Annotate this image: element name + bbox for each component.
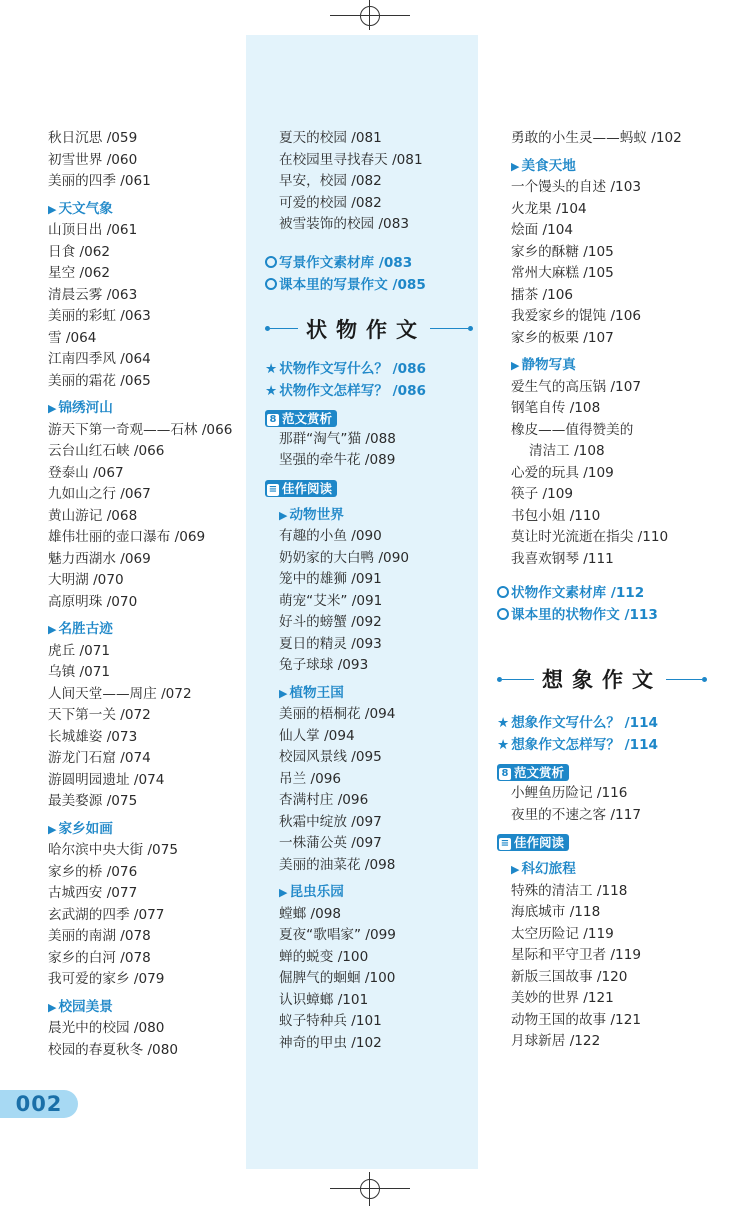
badge-label: 佳作阅读 bbox=[514, 835, 565, 850]
category-badge-row bbox=[497, 826, 727, 853]
section-title bbox=[265, 314, 480, 344]
toc-entry[interactable]: 古城西安 /077 bbox=[48, 885, 138, 901]
toc-entry[interactable]: 倔脾气的蛔蛔 /100 bbox=[279, 970, 396, 986]
toc-entry[interactable]: 家乡的白河 /078 bbox=[48, 949, 151, 966]
toc-entry[interactable]: 大明湖 /070 bbox=[48, 572, 124, 588]
toc-entry[interactable]: 有趣的小鱼 /090 bbox=[279, 528, 382, 544]
category-badge-row bbox=[265, 472, 480, 499]
subsection-label: 静物写真 bbox=[521, 357, 576, 373]
toc-entry[interactable]: 蚁子特种兵 /101 bbox=[279, 1013, 382, 1029]
toc-entry[interactable]: 美丽的梧桐花 /094 bbox=[279, 706, 396, 722]
toc-entry[interactable]: 太空历险记 /119 bbox=[511, 925, 614, 942]
category-badge bbox=[497, 834, 569, 851]
toc-entry[interactable]: 游龙门石窟 /074 bbox=[48, 750, 151, 766]
toc-entry[interactable]: 书包小姐 /110 bbox=[511, 507, 601, 524]
toc-entry[interactable]: 山顶日出 /061 bbox=[48, 222, 138, 238]
toc-entry[interactable]: 哈尔滨中央大街 /075 bbox=[48, 842, 179, 858]
toc-entry[interactable]: 好斗的螃蟹 /092 bbox=[279, 614, 382, 630]
toc-entry[interactable]: 玄武湖的四季 /077 bbox=[48, 906, 165, 923]
toc-entry[interactable]: 我可爱的家乡 /079 bbox=[48, 971, 165, 987]
toc-entry[interactable]: 月球新居 /122 bbox=[511, 1033, 601, 1049]
toc-entry[interactable]: 家乡的酥糖 /105 bbox=[511, 243, 614, 260]
star-icon: ★ bbox=[265, 382, 278, 399]
triangle-icon: ▶ bbox=[48, 202, 57, 216]
feature-entry-label: 状物作文怎样写？ /086 bbox=[279, 382, 427, 399]
toc-entry[interactable]: 九如山之行 /067 bbox=[48, 486, 151, 502]
toc-entry[interactable]: 日食 /062 bbox=[48, 243, 111, 260]
toc-entry[interactable]: 筷子 /109 bbox=[511, 486, 574, 502]
toc-feature-entry[interactable] bbox=[265, 252, 480, 274]
section-title bbox=[497, 664, 727, 694]
toc-entry[interactable]: 清洁工 /108 bbox=[529, 443, 605, 459]
badge-label: 范文赏析 bbox=[282, 410, 333, 426]
toc-entry[interactable]: 晨光中的校园 /080 bbox=[48, 1020, 165, 1036]
feature-entry-label: 写景作文素材库 /083 bbox=[279, 254, 413, 271]
toc-entry[interactable]: 游圆明园遗址 /074 bbox=[48, 771, 165, 788]
title-dot-right bbox=[468, 326, 473, 331]
toc-entry[interactable]: 夏夜“歌唱家” /099 bbox=[279, 927, 396, 943]
toc-feature-entry[interactable] bbox=[497, 604, 727, 626]
toc-entry[interactable]: 海底城市 /118 bbox=[511, 904, 601, 920]
toc-entry[interactable]: 一个馒头的自述 /103 bbox=[511, 179, 642, 195]
toc-entry[interactable]: 钢笔自传 /108 bbox=[511, 400, 601, 416]
triangle-icon: ▶ bbox=[279, 886, 288, 899]
toc-feature-entry[interactable] bbox=[497, 734, 727, 756]
subsection-label: 昆虫乐园 bbox=[289, 884, 344, 900]
toc-entry[interactable]: 一株蒲公英 /097 bbox=[279, 835, 382, 851]
toc-entry[interactable]: 仙人掌 /094 bbox=[279, 727, 355, 744]
subsection-label: 动物世界 bbox=[289, 506, 344, 523]
toc-entry[interactable]: 雪 /064 bbox=[48, 329, 97, 346]
subsection-heading bbox=[497, 859, 727, 881]
category-badge-row bbox=[265, 402, 480, 429]
toc-entry[interactable]: 校园的春夏秋冬 /080 bbox=[48, 1041, 179, 1058]
toc-entry[interactable]: 爱生气的高压锅 /107 bbox=[511, 378, 642, 395]
toc-entry[interactable]: 早安，校园 /082 bbox=[279, 173, 382, 189]
toc-feature-entry[interactable] bbox=[265, 358, 480, 380]
toc-column-right bbox=[497, 128, 727, 1053]
subsection-label: 锦绣河山 bbox=[58, 400, 113, 416]
toc-entry[interactable]: 螳螂 /098 bbox=[279, 905, 342, 922]
toc-entry[interactable]: 天下第一关 /072 bbox=[48, 707, 151, 723]
toc-entry[interactable]: 可爱的校园 /082 bbox=[279, 194, 382, 211]
toc-entry[interactable]: 橡皮——值得赞美的 bbox=[511, 421, 634, 438]
toc-entry[interactable]: 萌宠“艾米” /091 bbox=[279, 592, 383, 609]
toc-feature-entry[interactable] bbox=[265, 380, 480, 402]
toc-entry[interactable]: 星际和平守卫者 /119 bbox=[511, 947, 642, 963]
top-registration-mark bbox=[330, 0, 410, 30]
circle-icon bbox=[265, 278, 277, 290]
subsection-heading bbox=[48, 819, 243, 841]
toc-entry[interactable]: 高原明珠 /070 bbox=[48, 593, 138, 610]
toc-entry[interactable]: 星空 /062 bbox=[48, 265, 111, 281]
circle-icon bbox=[497, 608, 509, 620]
subsection-heading bbox=[48, 619, 243, 641]
toc-entry[interactable]: 美丽的四季 /061 bbox=[48, 173, 151, 189]
triangle-icon: ▶ bbox=[48, 623, 57, 636]
toc-entry[interactable]: 美妙的世界 /121 bbox=[511, 990, 614, 1006]
title-rule-right bbox=[666, 679, 702, 680]
toc-entry[interactable]: 夜里的不速之客 /117 bbox=[511, 806, 642, 823]
toc-entry[interactable]: 秋霜中绽放 /097 bbox=[279, 813, 382, 830]
toc-column-middle bbox=[265, 128, 480, 1054]
toc-entry[interactable]: 秋日沉思 /059 bbox=[48, 130, 138, 146]
triangle-icon: ▶ bbox=[48, 1000, 57, 1014]
toc-entry[interactable]: 小鲤鱼历险记 /116 bbox=[511, 785, 628, 801]
toc-entry[interactable]: 美丽的油菜花 /098 bbox=[279, 856, 396, 873]
toc-entry[interactable]: 游天下第一奇观——石林 /066 bbox=[48, 421, 233, 438]
toc-entry[interactable]: 认识蟑螂 /101 bbox=[279, 991, 369, 1008]
toc-entry[interactable]: 最美婺源 /075 bbox=[48, 793, 138, 809]
circle-icon bbox=[265, 256, 277, 268]
toc-entry[interactable]: 烩面 /104 bbox=[511, 222, 574, 238]
toc-entry[interactable]: 美丽的南湖 /078 bbox=[48, 928, 151, 944]
toc-entry[interactable]: 夏日的精灵 /093 bbox=[279, 635, 382, 652]
circle-icon bbox=[497, 586, 509, 598]
triangle-icon: ▶ bbox=[511, 863, 520, 876]
triangle-icon: ▶ bbox=[48, 822, 57, 836]
toc-feature-entry[interactable] bbox=[497, 712, 727, 734]
toc-entry[interactable]: 校园风景线 /095 bbox=[279, 749, 382, 765]
toc-entry[interactable]: 我爱家乡的馄饨 /106 bbox=[511, 308, 642, 324]
toc-feature-entry[interactable] bbox=[497, 582, 727, 604]
category-badge bbox=[265, 410, 337, 427]
feature-entry-label: 课本里的状物作文 /113 bbox=[511, 607, 658, 623]
star-icon: ★ bbox=[497, 715, 510, 731]
toc-entry[interactable]: 擂茶 /106 bbox=[511, 286, 574, 303]
toc-entry[interactable]: 我喜欢钢琴 /111 bbox=[511, 550, 614, 567]
toc-entry[interactable]: 新版三国故事 /120 bbox=[511, 968, 628, 985]
toc-entry[interactable]: 雄伟壮丽的壶口瀑布 /069 bbox=[48, 529, 206, 545]
toc-entry[interactable]: 美丽的霜花 /065 bbox=[48, 372, 151, 389]
subsection-label: 家乡如画 bbox=[58, 820, 113, 837]
subsection-heading bbox=[265, 505, 480, 527]
toc-entry[interactable]: 心爱的玩具 /109 bbox=[511, 464, 614, 481]
toc-entry[interactable]: 蝉的蜕变 /100 bbox=[279, 948, 369, 965]
subsection-heading bbox=[497, 156, 727, 178]
toc-entry[interactable]: 兔子球球 /093 bbox=[279, 657, 369, 673]
page-number: 002 bbox=[0, 1090, 78, 1118]
toc-entry[interactable]: 黄山游记 /068 bbox=[48, 507, 138, 524]
toc-entry[interactable]: 奶奶家的大白鸭 /090 bbox=[279, 549, 410, 566]
feature-entry-label: 想象作文写什么？ /114 bbox=[511, 715, 659, 731]
toc-entry[interactable]: 云台山红石峡 /066 bbox=[48, 443, 165, 459]
subsection-heading bbox=[497, 355, 727, 377]
subsection-heading bbox=[265, 882, 480, 904]
triangle-icon: ▶ bbox=[511, 359, 520, 372]
section-title-text: 想象作文 bbox=[542, 667, 662, 692]
toc-entry[interactable]: 虎丘 /071 bbox=[48, 642, 111, 659]
toc-entry[interactable]: 特殊的清洁工 /118 bbox=[511, 882, 628, 899]
toc-entry[interactable]: 乌镇 /071 bbox=[48, 664, 111, 680]
section-title-text: 状物作文 bbox=[306, 316, 426, 342]
triangle-icon: ▶ bbox=[279, 686, 288, 700]
toc-entry[interactable]: 勇敢的小生灵——蚂蚁 /102 bbox=[511, 130, 682, 146]
subsection-label: 美食天地 bbox=[521, 157, 576, 174]
feature-entry-label: 状物作文写什么？ /086 bbox=[279, 360, 427, 377]
toc-entry[interactable]: 长城雄姿 /073 bbox=[48, 728, 138, 745]
subsection-label: 名胜古迹 bbox=[58, 621, 113, 637]
category-badge bbox=[265, 480, 337, 497]
toc-entry[interactable]: 初雪世界 /060 bbox=[48, 151, 138, 168]
bottom-registration-mark bbox=[330, 1172, 410, 1206]
toc-feature-entry[interactable] bbox=[265, 274, 480, 296]
title-rule-left bbox=[502, 679, 534, 680]
toc-entry[interactable]: 坚强的牵牛花 /089 bbox=[279, 452, 396, 468]
subsection-label: 天文气象 bbox=[58, 200, 113, 217]
toc-entry[interactable]: 家乡的桥 /076 bbox=[48, 863, 138, 880]
subsection-heading bbox=[48, 199, 243, 221]
feature-entry-label: 课本里的写景作文 /085 bbox=[279, 276, 426, 293]
star-icon: ★ bbox=[265, 360, 278, 377]
toc-entry[interactable]: 杏满村庄 /096 bbox=[279, 792, 369, 808]
subsection-label: 校园美景 bbox=[58, 998, 113, 1015]
toc-entry[interactable]: 莫让时光流逝在指尖 /110 bbox=[511, 529, 669, 545]
toc-entry[interactable]: 家乡的板栗 /107 bbox=[511, 329, 614, 346]
toc-entry[interactable]: 被雪装饰的校园 /083 bbox=[279, 216, 410, 232]
toc-entry[interactable]: 魅力西湖水 /069 bbox=[48, 550, 151, 567]
toc-column-left bbox=[48, 128, 243, 1061]
book-icon: ≡ bbox=[500, 838, 510, 849]
triangle-icon: ▶ bbox=[279, 508, 288, 522]
category-badge-row bbox=[497, 756, 727, 783]
subsection-heading bbox=[48, 398, 243, 420]
subsection-heading bbox=[48, 997, 243, 1019]
toc-entry[interactable]: 动物王国的故事 /121 bbox=[511, 1011, 642, 1028]
triangle-icon: ▶ bbox=[48, 402, 57, 415]
toc-entry[interactable]: 夏天的校园 /081 bbox=[279, 130, 382, 146]
star-icon: ★ bbox=[497, 737, 510, 753]
toc-entry[interactable]: 神奇的甲虫 /102 bbox=[279, 1034, 382, 1051]
badge-label: 佳作阅读 bbox=[282, 480, 333, 496]
title-rule-left bbox=[270, 328, 298, 329]
toc-entry[interactable]: 美丽的彩虹 /063 bbox=[48, 308, 151, 324]
feature-entry-label: 想象作文怎样写？ /114 bbox=[511, 737, 659, 753]
category-badge bbox=[497, 764, 569, 781]
toc-entry[interactable]: 笼中的雄狮 /091 bbox=[279, 571, 382, 587]
toc-entry[interactable]: 火龙果 /104 bbox=[511, 200, 587, 217]
toc-entry[interactable]: 吊兰 /096 bbox=[279, 770, 342, 787]
title-dot-right bbox=[702, 677, 707, 682]
toc-entry[interactable]: 登泰山 /067 bbox=[48, 464, 124, 481]
subsection-label: 植物王国 bbox=[289, 684, 344, 701]
toc-entry[interactable]: 常州大麻糕 /105 bbox=[511, 265, 614, 281]
toc-entry[interactable]: 江南四季风 /064 bbox=[48, 351, 151, 367]
subsection-heading bbox=[265, 683, 480, 705]
badge-label: 范文赏析 bbox=[514, 765, 565, 780]
toc-entry[interactable]: 人间天堂——周庄 /072 bbox=[48, 685, 192, 702]
feature-entry-label: 状物作文素材库 /112 bbox=[511, 585, 645, 601]
toc-entry[interactable]: 在校园里寻找春天 /081 bbox=[279, 151, 423, 168]
sample-essay-icon: 8 bbox=[499, 768, 511, 780]
book-icon: ≡ bbox=[268, 483, 278, 495]
triangle-icon: ▶ bbox=[511, 159, 520, 173]
sample-essay-icon: 8 bbox=[267, 414, 279, 426]
title-rule-right bbox=[430, 328, 468, 329]
subsection-label: 科幻旅程 bbox=[521, 861, 576, 877]
toc-entry[interactable]: 清晨云雾 /063 bbox=[48, 286, 138, 303]
toc-entry[interactable]: 那群“淘气”猫 /088 bbox=[279, 430, 396, 447]
